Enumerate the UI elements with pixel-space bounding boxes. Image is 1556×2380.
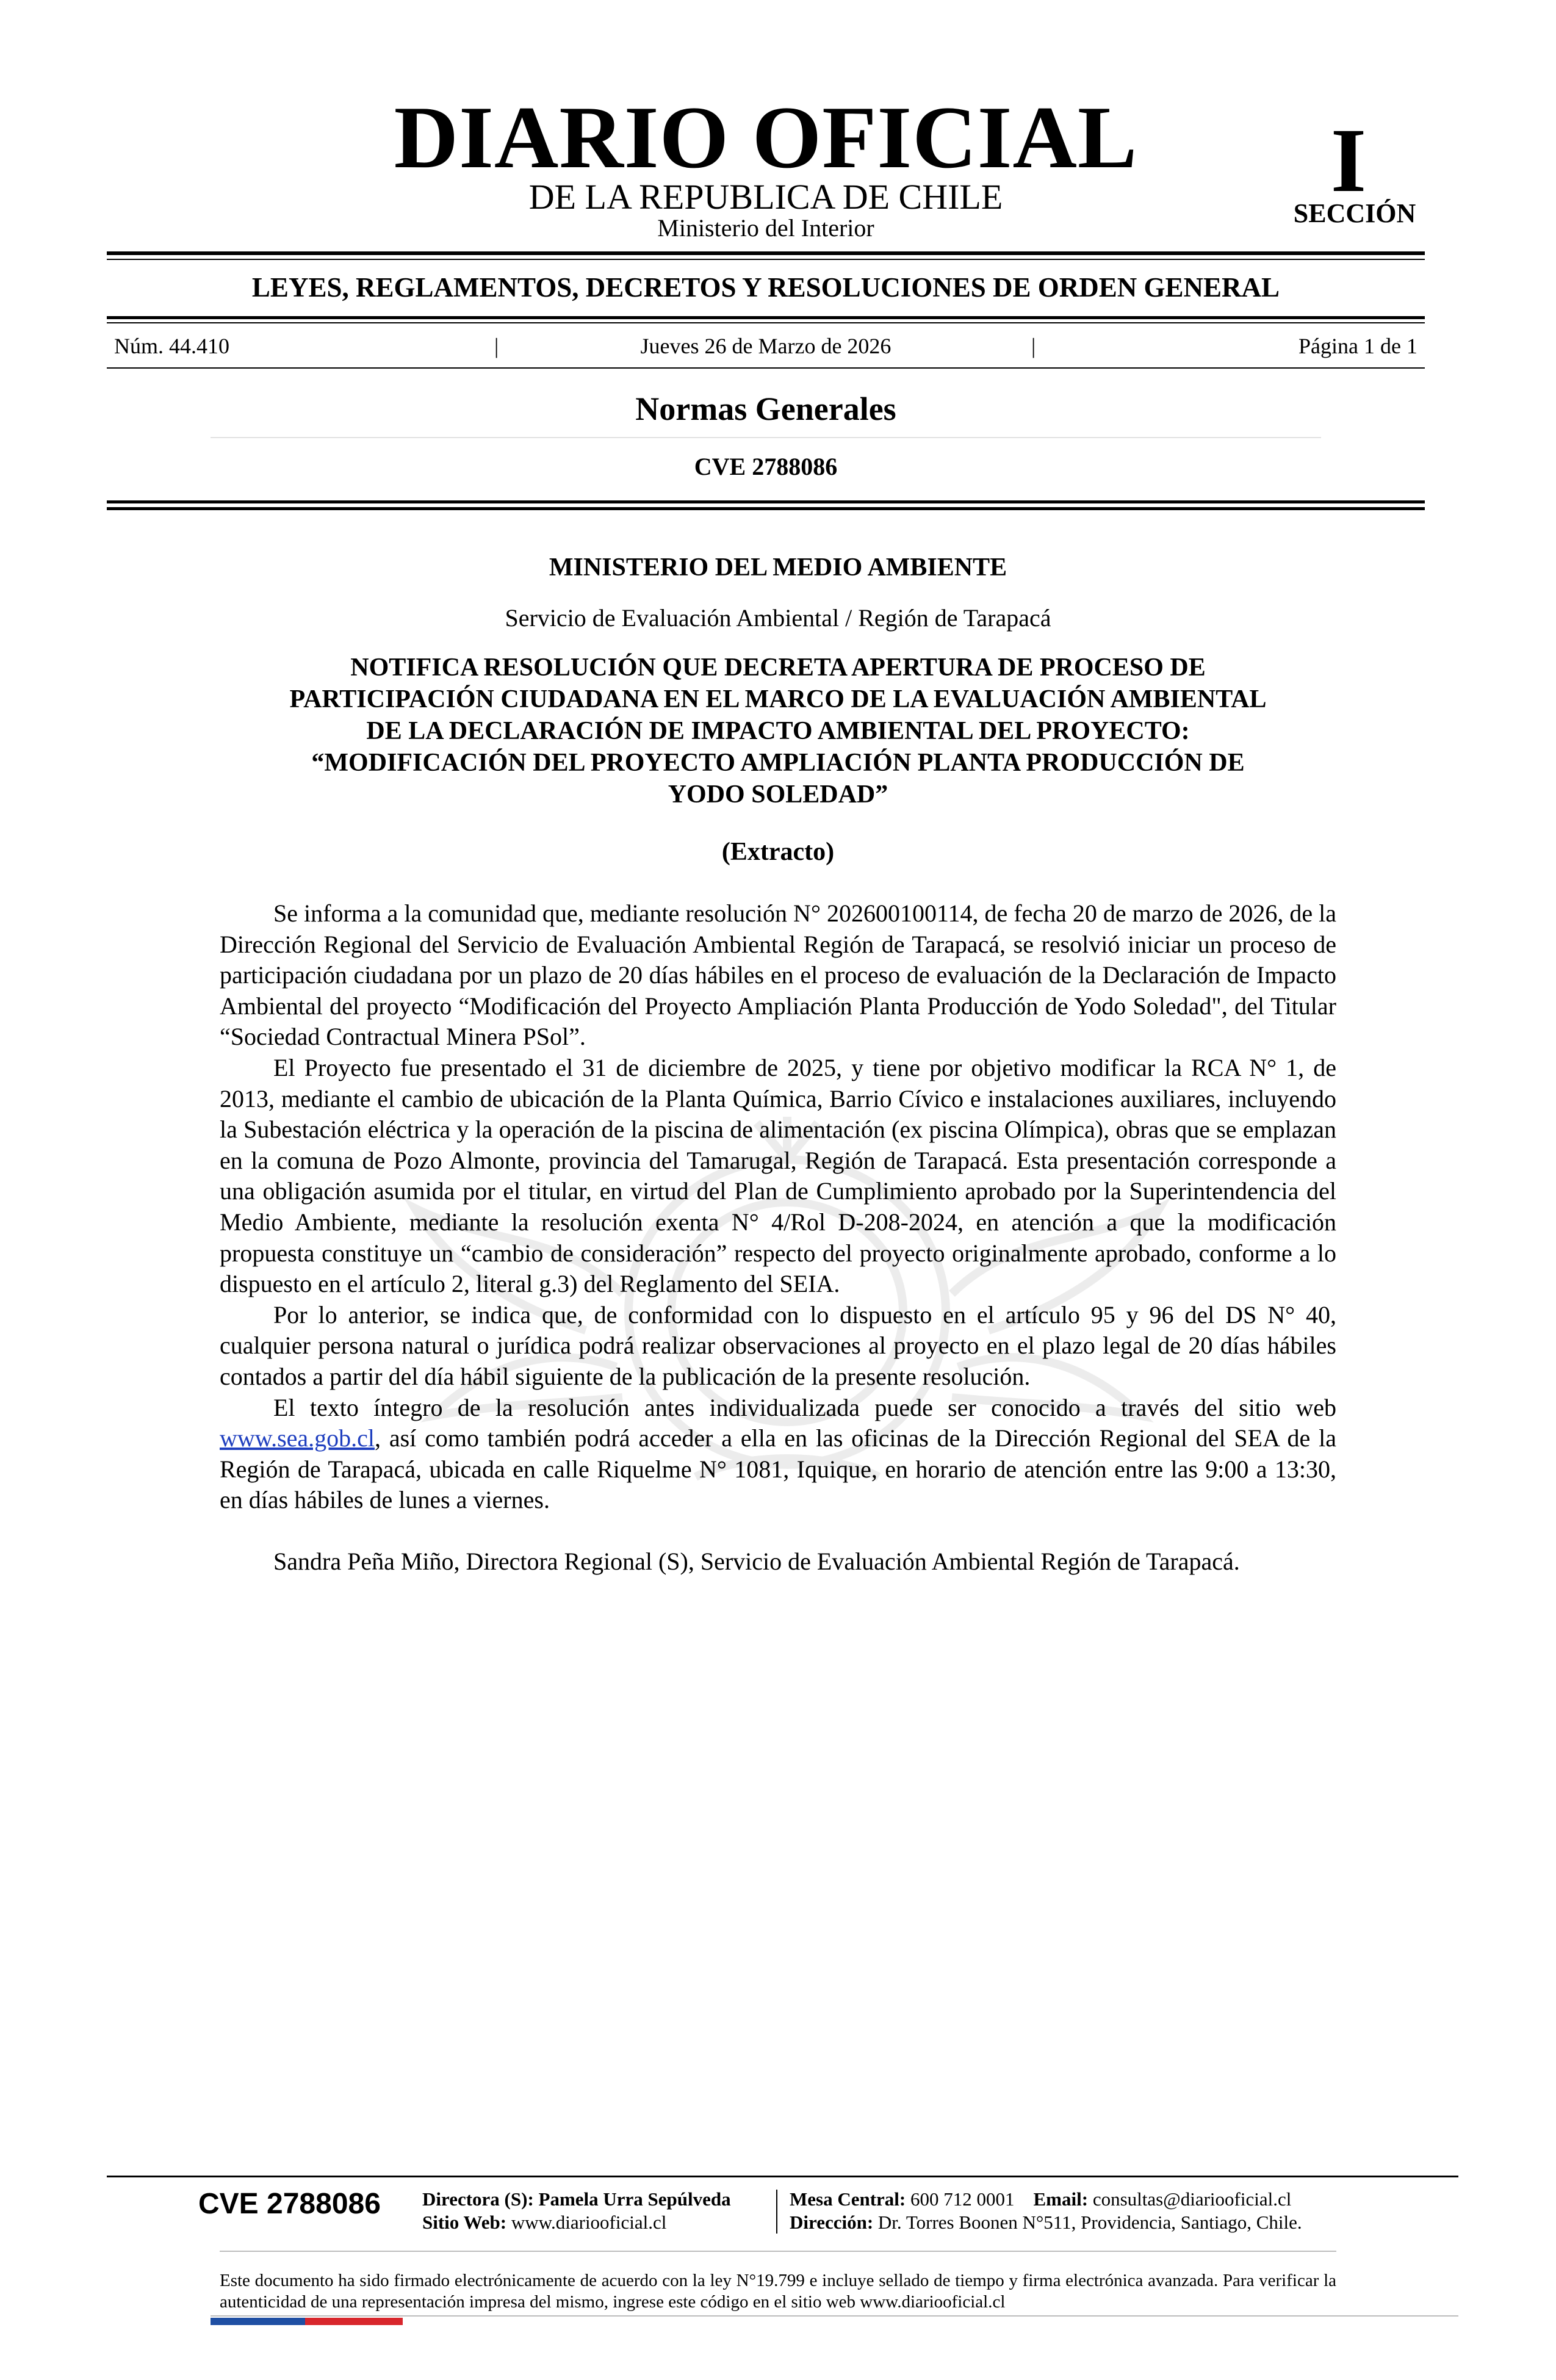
footer-contact-column [790, 2188, 1400, 2234]
footer-director-label: Directora (S): [422, 2188, 534, 2210]
footer-address-value: Dr. Torres Boonen N°511, Providencia, Santiago, Chile. [877, 2212, 1302, 2233]
header-rule-1 [107, 500, 1425, 503]
footer-website-value[interactable]: www.diariooficial.cl [511, 2212, 667, 2233]
body-paragraph-text: , así como también podrá acceder a ella en las oficinas de la Dirección Regional del SEA de la Región de Tarapacá, ubicada en calle Riquelme N° 1081, Iquique, en horario de atención entre las 9:00 a 13:30, en días hábiles de lunes a viernes. [220, 1424, 1336, 1514]
section-label: SECCIÓN [1293, 198, 1416, 228]
footer-website-label: Sitio Web: [422, 2212, 507, 2233]
footer-phone-email [790, 2188, 1400, 2211]
footer-director [422, 2188, 764, 2211]
notice-title [220, 652, 1336, 810]
footer-rule-top [107, 2176, 1458, 2177]
signature: Sandra Peña Miño, Directora Regional (S), Servicio de Evaluación Ambiental Región de Tarapacá. [273, 1547, 1240, 1575]
issuing-service: Servicio de Evaluación Ambiental / Región de Tarapacá [505, 604, 1051, 632]
issue-rule-bottom [107, 367, 1425, 369]
issue-date: Jueves 26 de Marzo de 2026 [640, 334, 891, 358]
issue-separator-left: | [494, 334, 499, 358]
notice-title-line: “MODIFICACIÓN DEL PROYECTO AMPLIACIÓN PLANTA PRODUCCIÓN DE [311, 749, 1245, 777]
body-paragraph [220, 1393, 1336, 1516]
footer-website [422, 2211, 764, 2234]
footer-cve-code: CVE 2788086 [198, 2188, 381, 2220]
section-number: I [1330, 110, 1367, 211]
footer-director-name: Pamela Urra Sepúlveda [538, 2188, 731, 2210]
footer-email-label: Email: [1033, 2188, 1089, 2210]
laws-heading: LEYES, REGLAMENTOS, DECRETOS Y RESOLUCIONES DE ORDEN GENERAL [251, 272, 1280, 303]
issue-rule-top-thick [107, 316, 1425, 319]
issuing-ministry: MINISTERIO DEL MEDIO AMBIENTE [549, 554, 1007, 582]
footer-phone-label: Mesa Central: [790, 2188, 906, 2210]
masthead-ministry: Ministerio del Interior [657, 214, 874, 242]
footer-column-divider [776, 2190, 777, 2234]
issue-page: Página 1 de 1 [1298, 334, 1417, 358]
footer-flag-blue [211, 2318, 305, 2325]
issue-bar [107, 331, 1425, 361]
body-paragraph-text: El texto íntegro de la resolución antes individualizada puede ser conocido a través del sitio web [273, 1393, 1336, 1421]
body-paragraph: Se informa a la comunidad que, mediante resolución N° 202600100114, de fecha 20 de marzo de 2026, de la Dirección Regional del Servicio de Evaluación Ambiental Región de Tarapacá, se resolvió iniciar un proceso de participación ciudadana por un plazo de 20 días hábiles en el proceso de evaluación de la Declaración de Impacto Ambiental del proyecto “Modificación del Proyecto Ampliación Planta Producción de Yodo Soledad", del Titular “Sociedad Contractual Minera PSol”. [220, 900, 1336, 1051]
notice-title-line: YODO SOLEDAD” [668, 781, 888, 809]
issue-separator-right: | [1031, 334, 1036, 358]
notice-title-line: DE LA DECLARACIÓN DE IMPACTO AMBIENTAL DEL PROYECTO: [366, 717, 1190, 745]
notice-title-line: PARTICIPACIÓN CIUDADANA EN EL MARCO DE LA EVALUACIÓN AMBIENTAL [289, 685, 1267, 713]
body-paragraph: El Proyecto fue presentado el 31 de diciembre de 2025, y tiene por objetivo modificar la RCA N° 1, de 2013, mediante el cambio de ubicación de la Planta Química, Barrio Cívico e instalaciones auxiliares, incluyendo la Subestación eléctrica y la operación de la piscina de alimentación (ex piscina Olímpica), obras que se emplazan en la comuna de Pozo Almonte, provincia del Tamarugal, Región de Tarapacá. Esta presentación corresponde a una obligación asumida por el titular, en virtud del Plan de Cumplimiento aprobado por la Superintendencia del Medio Ambiente, mediante la resolución exenta N° 4/Rol D-208-2024, en atención a que la modificación propuesta constituye un “cambio de consideración” respecto del proyecto originalmente aprobado, conforme a lo dispuesto en el artículo 2, literal g.3) del Reglamento del SEIA. [220, 1053, 1336, 1298]
notice-title-line: NOTIFICA RESOLUCIÓN QUE DECRETA APERTURA DE PROCESO DE [350, 654, 1206, 682]
masthead-rule-thin [107, 259, 1425, 260]
footer-address-label: Dirección: [790, 2212, 874, 2233]
masthead-subtitle: DE LA REPUBLICA DE CHILE [528, 177, 1003, 217]
section-name-underline [211, 437, 1321, 438]
sea-website-link[interactable]: www.sea.gob.cl [220, 1424, 375, 1452]
section-name: Normas Generales [635, 391, 896, 427]
masthead-title: DIARIO OFICIAL [394, 88, 1138, 187]
body-paragraph: Por lo anterior, se indica que, de conformidad con lo dispuesto en el artículo 95 y 96 del DS N° 40, cualquier persona natural o jurídica podrá realizar observaciones al proyecto en el plazo legal de 20 días hábiles contados a partir del día hábil siguiente de la publicación de la presente resolución. [220, 1300, 1336, 1390]
footer-director-column [422, 2188, 764, 2234]
issue-rule-top-thin [107, 322, 1425, 323]
masthead-rule-thick [107, 251, 1425, 255]
footer-address [790, 2211, 1400, 2234]
footer-legal-note: Este documento ha sido firmado electrónicamente de acuerdo con la ley N°19.799 e incluye sellado de tiempo y firma electrónica avanzada. Para verificar la autenticidad de una representación impresa del mismo, ingrese este código en el sitio web www.diariooficial.cl [220, 2271, 1336, 2312]
cve-code-top: CVE 2788086 [694, 453, 838, 480]
extract-label: (Extracto) [721, 838, 835, 866]
footer-email-value[interactable]: consultas@diariooficial.cl [1092, 2188, 1292, 2210]
footer-phone-value: 600 712 0001 [910, 2188, 1015, 2210]
footer-rule-middle [220, 2251, 1336, 2252]
issue-number: Núm. 44.410 [114, 334, 229, 358]
notice-body [220, 898, 1336, 1577]
header-rule-2 [107, 507, 1425, 510]
footer-rule-bottom [211, 2315, 1458, 2317]
footer-flag-red [305, 2318, 403, 2325]
